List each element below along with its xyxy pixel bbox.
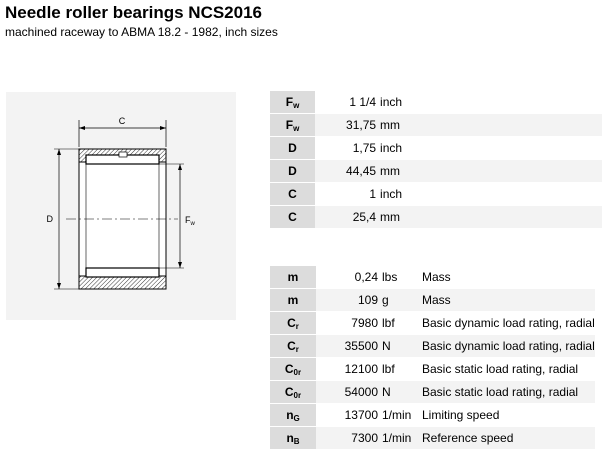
page-title: Needle roller bearings NCS2016 — [5, 3, 263, 22]
value-cell: 1,75 — [352, 141, 377, 155]
label-c: C — [118, 116, 126, 126]
unit-cell: lbf — [382, 316, 395, 330]
bottom-ring-section — [79, 276, 166, 289]
unit-cell: mm — [380, 206, 416, 228]
table-row — [270, 358, 595, 380]
table-row — [270, 206, 602, 228]
description-cell: Basic dynamic load rating, radial — [418, 335, 595, 357]
bottom-roller — [86, 268, 159, 277]
symbol-cell: $C_r$ — [270, 312, 316, 334]
symbol-cell: $C_r$ — [270, 335, 316, 357]
unit-cell: g — [382, 289, 418, 311]
performance-table — [270, 265, 595, 450]
table-row — [270, 183, 602, 205]
description-cell: Basic dynamic load rating, radial — [422, 316, 595, 330]
value-cell: 0,24 — [354, 270, 378, 284]
lube-hole — [119, 152, 127, 157]
description-cell — [416, 114, 602, 136]
table-row — [270, 289, 595, 311]
value-cell: 109 — [316, 289, 382, 311]
description-cell — [416, 183, 602, 205]
description-cell — [416, 206, 602, 228]
description-cell: Mass — [422, 270, 451, 284]
label-d: D — [46, 214, 53, 224]
symbol-cell: C — [270, 206, 315, 228]
unit-cell: mm — [380, 160, 416, 182]
unit-cell: 1/min — [382, 408, 412, 422]
unit-cell: inch — [380, 95, 403, 109]
dimensions-table — [270, 90, 602, 229]
value-cell: 35500 — [316, 335, 382, 357]
symbol-cell: C — [270, 183, 315, 205]
unit-cell: lbs — [382, 270, 398, 284]
symbol-cell: m — [270, 289, 316, 311]
value-cell: 7980 — [351, 316, 378, 330]
description-cell: Limiting speed — [422, 408, 500, 422]
table-row — [270, 114, 602, 136]
unit-cell: inch — [380, 141, 403, 155]
description-cell — [416, 91, 602, 113]
value-cell: 54000 — [316, 381, 382, 403]
unit-cell: 1/min — [382, 427, 418, 449]
value-cell: 44,45 — [315, 160, 380, 182]
table-row — [270, 335, 595, 357]
unit-cell: N — [382, 381, 418, 403]
table-row — [270, 381, 595, 403]
symbol-cell: D — [270, 137, 315, 159]
description-cell: Basic static load rating, radial — [422, 362, 579, 376]
value-cell: 13700 — [344, 408, 378, 422]
symbol-cell: $F_w$ — [270, 91, 315, 113]
page-subtitle: machined raceway to ABMA 18.2 - 1982, inch sizes — [5, 25, 278, 39]
table-row — [270, 160, 602, 182]
table-row — [270, 91, 602, 113]
value-cell: 1 1/4 — [349, 95, 377, 109]
description-cell: Mass — [418, 289, 595, 311]
table-row — [270, 312, 595, 334]
symbol-cell: $F_w$ — [270, 114, 315, 136]
value-cell: 31,75 — [315, 114, 380, 136]
value-cell: 7300 — [316, 427, 382, 449]
label-fw: $F_w$ — [185, 215, 195, 227]
symbol-cell: D — [270, 160, 315, 182]
description-cell: Basic static load rating, radial — [418, 381, 595, 403]
symbol-cell: $n_G$ — [270, 404, 316, 426]
unit-cell: inch — [380, 187, 403, 201]
table-row — [270, 404, 595, 426]
unit-cell: lbf — [382, 362, 395, 376]
description-cell — [416, 160, 602, 182]
bearing-drawing — [6, 92, 236, 320]
value-cell: 25,4 — [315, 206, 380, 228]
value-cell: 1 — [369, 187, 377, 201]
symbol-cell: $C_{0r}$ — [270, 358, 316, 380]
value-cell: 12100 — [344, 362, 378, 376]
symbol-cell: $C_{0r}$ — [270, 381, 316, 403]
symbol-cell: $n_B$ — [270, 427, 316, 449]
table-row — [270, 266, 595, 288]
bearing-cross-section — [6, 92, 236, 320]
description-cell — [416, 137, 602, 159]
unit-cell: N — [382, 335, 418, 357]
symbol-cell: m — [270, 266, 316, 288]
description-cell: Reference speed — [418, 427, 595, 449]
unit-cell: mm — [380, 114, 416, 136]
table-row — [270, 427, 595, 449]
table-row — [270, 137, 602, 159]
